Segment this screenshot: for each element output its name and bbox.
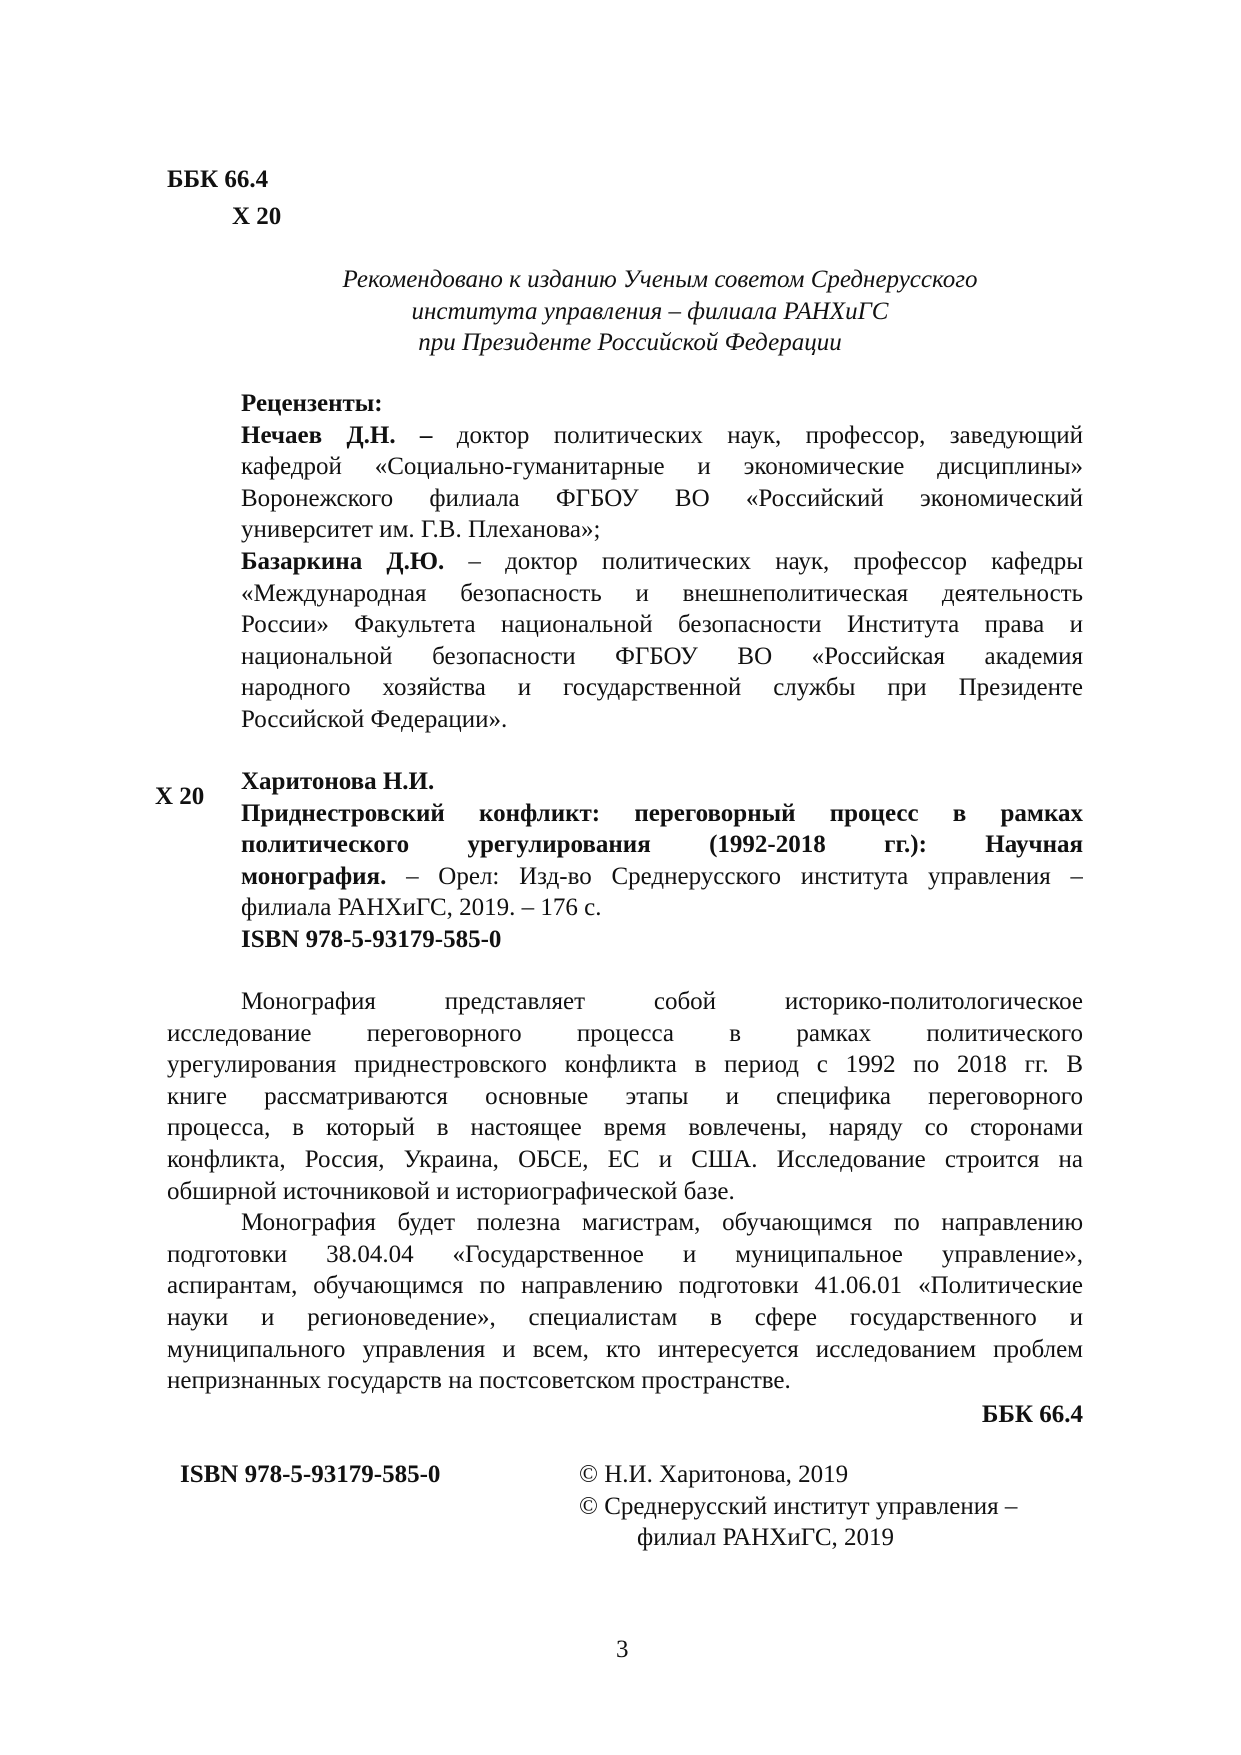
abstract-line: непризнанных государств на постсоветском пространстве. [167,1367,791,1395]
copyright-block [579,1459,1017,1554]
abstract [167,986,1083,1430]
catalog-author: Харитонова Н.И. [241,768,435,795]
abstract-line: аспирантам, обучающимся по направлению подготовки 41.06.01 «Политические [167,1272,1083,1300]
abstract-line: книге рассматриваются основные этапы и специфика переговорного [167,1082,1083,1110]
copyright-line: © Среднерусский институт управления – [579,1492,1018,1520]
text-line: «Международная безопасность и внешнеполитическая деятельность [241,579,1083,607]
text-line: кафедрой «Социально-гуманитарные и экономические дисциплины» [241,453,1083,481]
text: – Орел: Изд-во Среднерусского института управления – [386,862,1083,890]
reviewer-name: Нечаев Д.Н. – [241,421,433,449]
reviewer-bazarkina [241,546,1083,578]
abstract-line: Монография представляет собой историко-политологическое [241,988,1083,1015]
catalog-isbn: ISBN 978-5-93179-585-0 [241,925,502,953]
abstract-line: конфликта, Россия, Украина, ОБСЕ, ЕС и США. Исследование строится на [167,1145,1083,1173]
text-line: национальной безопасности ФГБОУ ВО «Российская академия [241,642,1083,670]
catalog-entry [241,766,1083,956]
catalog-mark: Х 20 [155,783,205,810]
reviewer-name: Базаркина Д.Ю. [241,547,445,575]
text-line: Российской Федерации». [241,705,508,733]
abstract-line: процесса, в который в настоящее время вовлечены, наряду со сторонами [167,1114,1083,1142]
imprint-isbn: ISBN 978-5-93179-585-0 [180,1461,441,1488]
abstract-line: науки и регионоведение», специалистам в сфере государственного и [167,1303,1083,1331]
copyright-line: филиал РАНХиГС, 2019 [637,1524,895,1552]
reviewers-section [241,388,1083,736]
abstract-line: муниципального управления и всем, кто интересуется исследованием проблем [167,1335,1083,1363]
copyright-line: © Н.И. Харитонова, 2019 [579,1461,849,1488]
abstract-line: урегулирования приднестровского конфликта в период с 1992 по 2018 гг. В [167,1051,1083,1079]
author-mark: Х 20 [232,203,282,230]
abstract-line: подготовки 38.04.04 «Государственное и муниципальное управление», [167,1240,1083,1268]
catalog-title-line: политического урегулирования (1992-2018 гг.): Научная [241,831,1083,859]
text-line: народного хозяйства и государственной службы при Президенте [241,674,1083,702]
text-line: России» Факультета национальной безопасности Института права и [241,611,1083,639]
text-line: Воронежского филиала ФГБОУ ВО «Российский экономический [241,484,1083,512]
abstract-bbk: ББК 66.4 [981,1400,1083,1428]
abstract-line: обширной источниковой и историографической базе. [167,1177,735,1205]
text: доктор политических наук, профессор, заведующий [432,421,1083,449]
catalog-publisher-line [241,861,1083,893]
recommendation-line: Рекомендовано к изданию Ученым советом Среднерусского [342,266,978,293]
reviewers-heading: Рецензенты: [241,390,383,417]
catalog-title-line: Приднестровский конфликт: переговорный процесс в рамках [241,799,1083,827]
catalog-publisher-line: филиала РАНХиГС, 2019. – 176 с. [241,894,602,922]
text-line: университет им. Г.В. Плеханова»; [241,516,601,544]
recommendation-line: при Президенте Российской Федерации [418,329,842,357]
reviewer-nechaev [241,420,1083,452]
catalog-title-end: монография. [241,862,387,890]
page-number: 3 [616,1636,629,1663]
recommendation [240,264,1080,359]
abstract-line: исследование переговорного процесса в рамках политического [167,1019,1083,1047]
bbk-code: ББК 66.4 [167,166,269,193]
text: – доктор политических наук, профессор кафедры [444,547,1083,575]
abstract-line: Монография будет полезна магистрам, обучающимся по направлению [241,1209,1083,1237]
recommendation-line: института управления – филиала РАНХиГС [411,297,889,325]
